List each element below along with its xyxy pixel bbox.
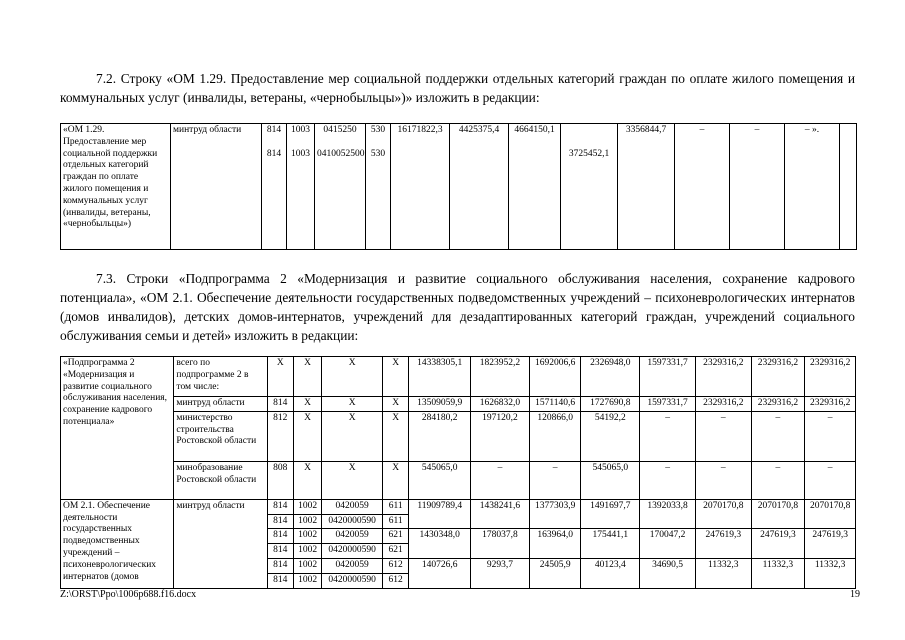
vr-cell: 621 — [383, 529, 409, 544]
value-cell: 247619,3 — [805, 529, 856, 559]
rzpr-cell: 1002 — [293, 558, 321, 573]
value-cell: 13509059,9 — [409, 397, 471, 412]
vr-cell: 621 — [383, 544, 409, 559]
value-cell — [561, 124, 618, 250]
csr-cell: X — [322, 357, 383, 397]
csr-cell: 0420000590 — [322, 573, 383, 588]
executor-cell: всего по подпрограмме 2 в том числе: — [174, 357, 267, 397]
om-1-29-executor: минтруд области — [171, 124, 262, 250]
executor-cell: министерство строительства Ростовской области — [174, 411, 267, 461]
rzpr-cell: 1002 — [293, 499, 321, 514]
vr-value: 530 — [370, 125, 386, 135]
rzpr-cell: 1002 — [293, 544, 321, 559]
csr-cell: 0420059 — [322, 558, 383, 573]
value-cell: 1597331,7 — [640, 357, 696, 397]
section-7-2-text: 7.2. Строку «ОМ 1.29. Предоставление мер социальной поддержки отдельных категорий граждан по оплате жилого помещения и коммунальных услуг (инвалиды, ветераны, «чернобыльцы»)» изложить в редакции: — [60, 71, 855, 105]
grbs-value: 814 — [266, 149, 282, 159]
value-cell: 1377303,9 — [529, 499, 581, 529]
value-cell: 163964,0 — [529, 529, 581, 559]
value-cell: 11332,3 — [751, 558, 805, 588]
executor-cell: минтруд области — [174, 499, 267, 588]
value-cell: 2070170,8 — [805, 499, 856, 529]
value-cell: 2070170,8 — [695, 499, 751, 529]
csr-value: 0410052500 — [317, 149, 365, 159]
value-cell: 120866,0 — [529, 411, 581, 461]
value-cell: 170047,2 — [640, 529, 696, 559]
value-cell: 1491697,7 — [581, 499, 640, 529]
value-cell: 9293,7 — [471, 558, 530, 588]
value-cell: 11909789,4 — [409, 499, 471, 529]
subprogram-2-name: «Подпрограмма 2 «Модернизация и развитие социального обслуживания населения, сохранение кадрового потенциала» — [61, 357, 174, 500]
vr-cell — [366, 124, 391, 250]
value-cell: 4664150,1 — [509, 124, 561, 250]
value-cell: 2326948,0 — [581, 357, 640, 397]
value-cell: – — [751, 411, 805, 461]
csr-cell — [315, 124, 366, 250]
rzpr-cell: 1002 — [293, 514, 321, 529]
value-cell: 1626832,0 — [471, 397, 530, 412]
grbs-cell: 814 — [267, 514, 293, 529]
table-row — [61, 411, 856, 461]
grbs-cell: 814 — [267, 499, 293, 514]
csr-cell: 0420059 — [322, 499, 383, 514]
value-cell: 1438241,6 — [471, 499, 530, 529]
value-cell: 1727690,8 — [581, 397, 640, 412]
csr-cell: X — [322, 461, 383, 499]
value-cell: – — [805, 461, 856, 499]
table-row — [61, 357, 856, 397]
value-cell: 40123,4 — [581, 558, 640, 588]
value-cell: 14338305,1 — [409, 357, 471, 397]
csr-cell: X — [322, 411, 383, 461]
section-7-3-text: 7.3. Строки «Подпрограмма 2 «Модернизация и развитие социального обслуживания населения, сохранение кадрового потенциала», «ОМ 2.1. Обеспечение деятельности государственных подведомственных учреждений – психоневрологических интернатов (домов инвалидов), детских домов-интернатов, учреждений для дезадаптированных категорий граждан, учреждений социального обслуживания семьи и детей» изложить в редакции: — [60, 271, 855, 343]
value-cell: – — [640, 411, 696, 461]
value-cell: – — [805, 411, 856, 461]
value-cell: 247619,3 — [695, 529, 751, 559]
table-row — [61, 499, 856, 514]
csr-cell: X — [322, 397, 383, 412]
footer-file-path: Z:\ORST\Ppo\1006p688.f16.docx — [60, 589, 197, 600]
grbs-cell: 814 — [267, 397, 293, 412]
value-cell: 1430348,0 — [409, 529, 471, 559]
vr-cell: X — [383, 397, 409, 412]
rzpr-cell: 1002 — [293, 573, 321, 588]
csr-value: 0415250 — [323, 125, 357, 135]
value-cell: 2329316,2 — [805, 397, 856, 412]
rzpr-cell: 1002 — [293, 529, 321, 544]
vr-cell: 612 — [383, 558, 409, 573]
value-cell: – — [675, 124, 730, 250]
vr-cell: 611 — [383, 514, 409, 529]
value-cell: 178037,8 — [471, 529, 530, 559]
section-7-2-paragraph — [60, 69, 855, 107]
value-cell: 140726,6 — [409, 558, 471, 588]
value-cell: 1392033,8 — [640, 499, 696, 529]
table-om-1-29 — [60, 123, 857, 250]
value-cell: 1823952,2 — [471, 357, 530, 397]
vr-cell: X — [383, 411, 409, 461]
om-1-29-name: «ОМ 1.29. Предоставление мер социальной поддержки отдельных категорий граждан по оплате жилого помещения и коммунальных услуг (инвалиды, ветераны, «чернобыльцы») — [61, 124, 171, 250]
value-cell: 11332,3 — [805, 558, 856, 588]
value-cell: 545065,0 — [581, 461, 640, 499]
value-cell: – — [695, 411, 751, 461]
value-cell: – — [730, 124, 785, 250]
value-cell: 1692006,6 — [529, 357, 581, 397]
vr-value: 530 — [370, 149, 386, 159]
grbs-cell: 814 — [267, 573, 293, 588]
rzpr-cell: X — [293, 357, 321, 397]
value-cell: 2329316,2 — [805, 357, 856, 397]
value-cell: – — [471, 461, 530, 499]
grbs-cell: 814 — [267, 558, 293, 573]
value-cell: 247619,3 — [751, 529, 805, 559]
table-subprogram-2 — [60, 356, 856, 589]
section-7-3-paragraph — [60, 269, 855, 345]
rzpr-cell: X — [293, 397, 321, 412]
value-cell: – — [640, 461, 696, 499]
value-cell: 11332,3 — [695, 558, 751, 588]
grbs-cell: 812 — [267, 411, 293, 461]
grbs-cell: 808 — [267, 461, 293, 499]
vr-cell: X — [383, 461, 409, 499]
value-cell: 175441,1 — [581, 529, 640, 559]
rzpr-cell: X — [293, 461, 321, 499]
grbs-value: 814 — [266, 125, 282, 135]
value-text: 3725452,1 — [568, 149, 610, 159]
vr-cell: 612 — [383, 573, 409, 588]
table-row — [61, 461, 856, 499]
value-cell: 2329316,2 — [695, 357, 751, 397]
value-cell: 284180,2 — [409, 411, 471, 461]
vr-cell: 611 — [383, 499, 409, 514]
rzpr-cell — [287, 124, 315, 250]
executor-cell: минобразование Ростовской области — [174, 461, 267, 499]
value-cell: – — [695, 461, 751, 499]
vr-cell: X — [383, 357, 409, 397]
value-cell: 2329316,2 — [695, 397, 751, 412]
csr-cell: 0420000590 — [322, 514, 383, 529]
value-cell: 545065,0 — [409, 461, 471, 499]
executor-cell: минтруд области — [174, 397, 267, 412]
value-cell: 4425375,4 — [450, 124, 509, 250]
om-2-1-name: ОМ 2.1. Обеспечение деятельности государственных подведомственных учреждений – психоневрологических интернатов (домов — [61, 499, 174, 588]
value-cell: 54192,2 — [581, 411, 640, 461]
value-cell: 1571140,6 — [529, 397, 581, 412]
table-row — [61, 124, 857, 250]
value-cell — [840, 124, 857, 250]
grbs-cell: X — [267, 357, 293, 397]
value-cell: – — [751, 461, 805, 499]
csr-cell: 0420000590 — [322, 544, 383, 559]
value-cell: 2070170,8 — [751, 499, 805, 529]
grbs-cell — [262, 124, 287, 250]
rzpr-value: 1003 — [291, 149, 310, 159]
value-cell: 2329316,2 — [751, 397, 805, 412]
value-cell: 197120,2 — [471, 411, 530, 461]
value-cell: 16171822,3 — [391, 124, 450, 250]
value-cell: 24505,9 — [529, 558, 581, 588]
value-cell: 34690,5 — [640, 558, 696, 588]
grbs-cell: 814 — [267, 529, 293, 544]
value-cell: 2329316,2 — [751, 357, 805, 397]
grbs-cell: 814 — [267, 544, 293, 559]
value-cell: 3356844,7 — [618, 124, 675, 250]
csr-cell: 0420059 — [322, 529, 383, 544]
value-cell: – — [529, 461, 581, 499]
page-number: 19 — [850, 589, 860, 600]
rzpr-value: 1003 — [291, 125, 310, 135]
rzpr-cell: X — [293, 411, 321, 461]
table-row — [61, 397, 856, 412]
value-cell: 1597331,7 — [640, 397, 696, 412]
value-cell: – ». — [785, 124, 840, 250]
